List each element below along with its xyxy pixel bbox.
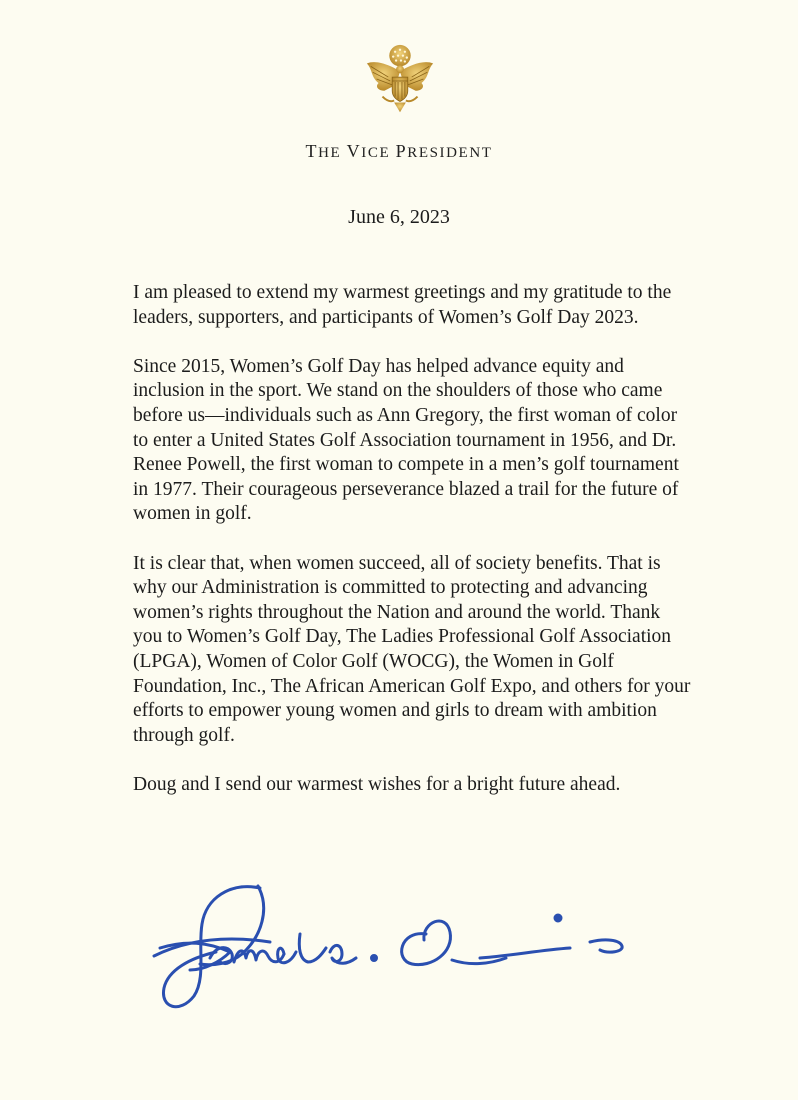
paragraph-4: Doug and I send our warmest wishes for a bright future ahead. bbox=[133, 773, 621, 795]
paragraph-1: I am pleased to extend my warmest greetings and my gratitude to the leaders, supporters, and participants of Women’s Golf Day 2023. bbox=[133, 282, 672, 328]
paragraph-2: Since 2015, Women’s Golf Day has helped advance equity and inclusion in the sport. We stand on the shoulders of those who came before us—individuals such as Ann Gregory, the first woman of color to enter a United States Golf Association tournament in 1956, and Dr. Renee Powell, the first woman to compete in a men’s golf tournament in 1977. Their courageous perseverance blazed a trail for the future of women in golf. bbox=[133, 355, 679, 525]
paragraph-3: It is clear that, when women succeed, all of society benefits. That is why our Administration is committed to protecting and advancing women’s rights throughout the Nation and around the world. Thank you to Women’s Golf Day, The Ladies Professional Golf Association (LPGA), Women of Color Golf (WOCG), the Women in Golf Foundation, Inc., The African American Golf Expo, and others for your efforts to empower young women and girls to dream with ambition through golf. bbox=[133, 552, 691, 746]
office-title: THE VICE PRESIDENT bbox=[305, 141, 493, 161]
signature-icon bbox=[150, 878, 630, 1028]
letter-date: June 6, 2023 bbox=[348, 206, 450, 228]
seal-icon bbox=[361, 42, 439, 120]
letter-body bbox=[133, 281, 693, 822]
